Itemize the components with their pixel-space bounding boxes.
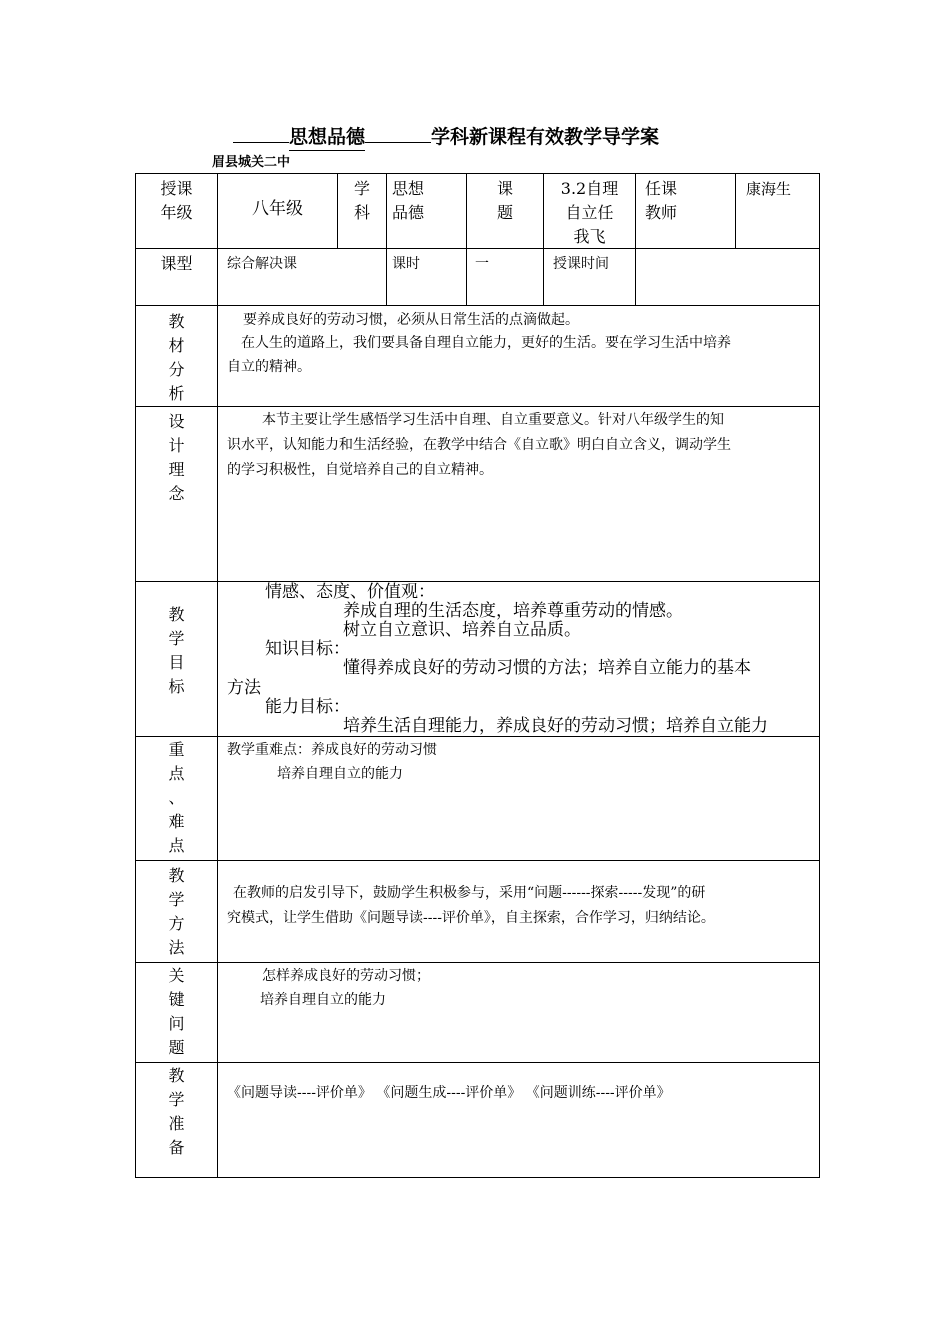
focus-label: 重 点 、 难 点 <box>168 740 185 855</box>
goals-label: 教 学 目 标 <box>168 605 185 696</box>
goals-line: 培养生活自理能力，养成良好的劳动习惯；培养自立能力 <box>343 716 768 736</box>
topic-value: 3.2自理 自立任 我飞 <box>560 179 619 246</box>
row-divider <box>135 248 820 249</box>
subject-value: 思想 品德 <box>392 179 425 222</box>
period-label: 课时 <box>392 256 420 272</box>
grade-value: 八年级 <box>252 199 303 219</box>
method-label: 教 学 方 法 <box>168 866 185 957</box>
analysis-line: 在人生的道路上，我们要具备自理自立能力，更好的生活。要在学习生活中培养 <box>241 335 731 351</box>
table-border-right <box>819 173 820 1178</box>
focus-line: 教学重难点：养成良好的劳动习惯 <box>227 742 437 758</box>
school-name: 眉县城关二中 <box>212 155 291 170</box>
goals-line: 知识目标： <box>265 639 350 659</box>
title-suffix: 学科新课程有效教学导学案 <box>431 126 660 148</box>
table-border-top <box>135 173 820 174</box>
grade-label: 授课 年级 <box>160 179 193 222</box>
col-divider <box>386 173 387 306</box>
analysis-label: 教 材 分 析 <box>168 312 185 403</box>
topic-label: 课 题 <box>496 179 513 222</box>
time-label: 授课时间 <box>553 256 609 272</box>
prep-label: 教 学 准 备 <box>168 1066 185 1157</box>
focus-line: 培养自理自立的能力 <box>277 766 403 782</box>
row-divider <box>135 736 820 737</box>
row-divider <box>135 860 820 861</box>
label-column-divider <box>217 173 218 1178</box>
concept-label: 设 计 理 念 <box>168 412 185 503</box>
period-value: 一 <box>475 256 489 272</box>
goals-line: 养成自理的生活态度，培养尊重劳动的情感。 <box>343 601 683 621</box>
row-divider <box>135 1062 820 1063</box>
goals-line: 懂得养成良好的劳动习惯的方法；培养自立能力的基本 <box>343 658 751 678</box>
key-line: 怎样养成良好的劳动习惯； <box>262 968 430 984</box>
analysis-line: 自立的精神。 <box>227 359 311 375</box>
prep-line: 《问题导读----评价单》 《问题生成----评价单》 《问题训练----评价单》 <box>227 1085 671 1101</box>
key-label: 关 键 问 题 <box>168 966 185 1057</box>
teacher-value: 康海生 <box>746 180 792 198</box>
concept-line: 本节主要让学生感悟学习生活中自理、自立重要意义。针对八年级学生的知 <box>262 412 724 428</box>
key-line: 培养自理自立的能力 <box>260 992 386 1008</box>
method-line: 在教师的启发引导下，鼓励学生积极参与，采用“问题------探索-----发现”的研 <box>233 885 706 901</box>
subject-label: 学 科 <box>353 179 370 222</box>
analysis-line: 要养成良好的劳动习惯，必须从日常生活的点滴做起。 <box>243 312 579 328</box>
row-divider <box>135 581 820 582</box>
col-divider <box>635 173 636 306</box>
type-value: 综合解决课 <box>227 256 297 272</box>
type-label: 课型 <box>160 254 193 273</box>
goals-line: 树立自立意识、培养自立品质。 <box>343 620 581 640</box>
teacher-label: 任课 教师 <box>645 179 678 222</box>
goals-line: 能力目标： <box>265 697 350 717</box>
table-border-bottom <box>135 1177 820 1178</box>
concept-line: 识水平，认知能力和生活经验，在教学中结合《自立歌》明白自立含义，调动学生 <box>227 437 731 453</box>
concept-line: 的学习积极性，自觉培养自己的自立精神。 <box>227 462 493 478</box>
row-divider <box>135 962 820 963</box>
subject-title: 思想品德 <box>289 124 365 151</box>
page-title <box>233 124 659 151</box>
goals-line: 情感、态度、价值观： <box>265 582 435 602</box>
row-divider <box>135 406 820 407</box>
row-divider <box>135 305 820 306</box>
goals-line: 方法 <box>227 678 261 698</box>
method-line: 究模式，让学生借助《问题导读----评价单》，自主探索，合作学习，归纳结论。 <box>227 910 715 926</box>
col-divider <box>735 173 736 249</box>
